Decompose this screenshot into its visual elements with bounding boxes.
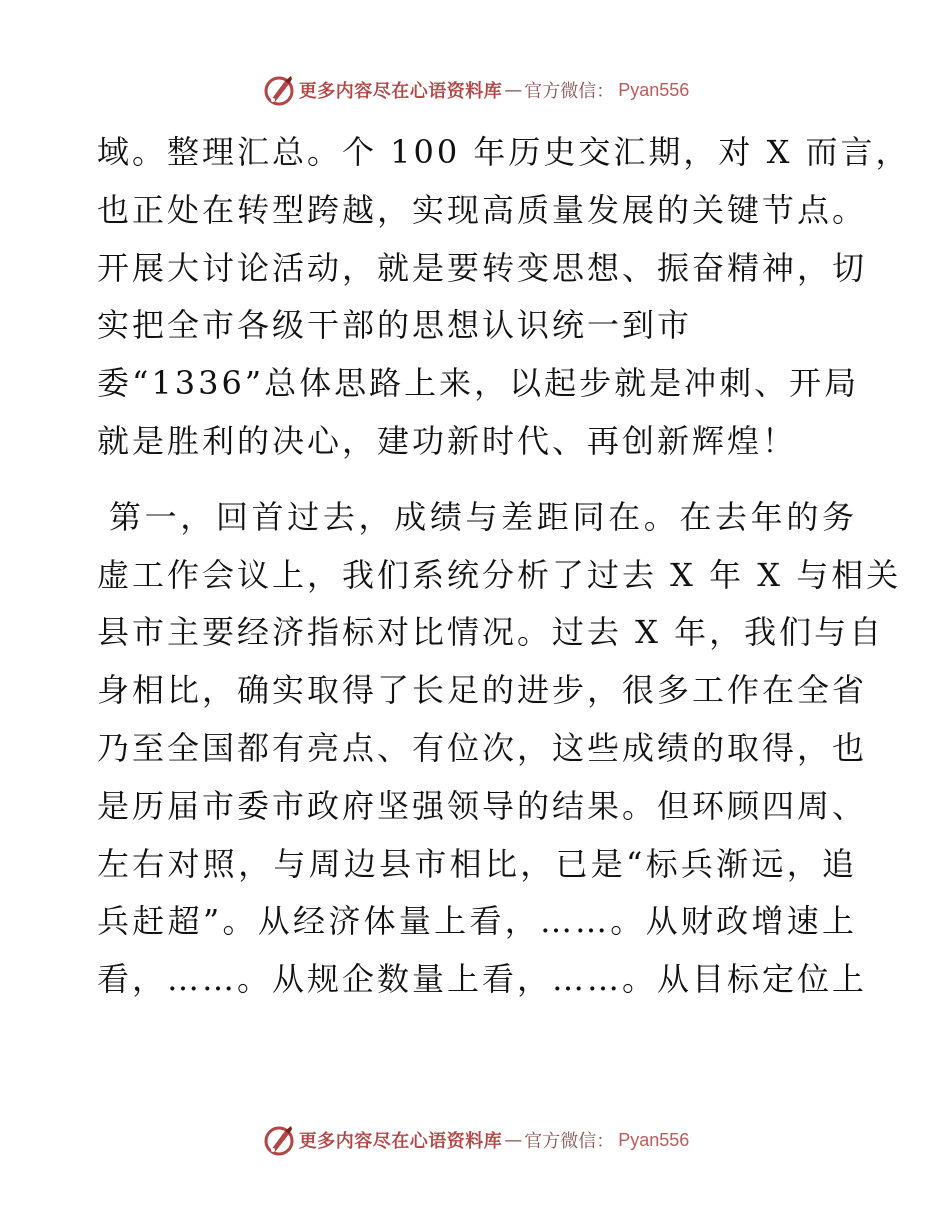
- watermark-wechat-id: Pyan556: [618, 1129, 690, 1150]
- header-watermark: [0, 70, 950, 110]
- text-line: 域。整理汇总。个 100 年历史交汇期，对 X 而言，: [97, 133, 911, 171]
- watermark-wechat-id: Pyan556: [618, 79, 690, 100]
- paragraph-2: [97, 489, 902, 1009]
- watermark-wechat-label: 官方微信：: [524, 1131, 615, 1152]
- quill-pen-logo-icon: [261, 72, 297, 108]
- text-line: 兵赶超”。从经济体量上看，……。从财政增速上: [97, 902, 857, 941]
- text-line: 县市主要经济指标对比情况。过去 X 年，我们与自: [97, 613, 885, 652]
- text-line: 就是胜利的决心，建功新时代、再创新辉煌！: [97, 421, 798, 460]
- text-line: 是历届市委市政府坚强领导的结果。但环顾四周、: [97, 786, 868, 825]
- text-line: 虚工作会议上，我们系统分析了过去 X 年 X 与相关: [97, 555, 902, 594]
- document-body: [97, 124, 911, 1009]
- watermark-separator: —: [504, 79, 523, 101]
- text-line: 也正处在转型跨越，实现高质量发展的关键节点。: [97, 190, 868, 229]
- text-line: 委“1336”总体思路上来，以起步就是冲刺、开局: [97, 364, 860, 403]
- text-line: 开展大讨论活动，就是要转变思想、振奋精神，切: [97, 248, 868, 287]
- text-line: 乃至全国都有亮点、有位次，这些成绩的取得，也: [97, 728, 868, 767]
- text-line: 实把全市各级干部的思想认识统一到市: [97, 306, 693, 345]
- watermark-wechat-label: 官方微信：: [524, 81, 615, 102]
- paragraph-1: [97, 124, 911, 471]
- footer-watermark: [0, 1120, 950, 1160]
- text-line: 左右对照，与周边县市相比，已是“标兵渐远，追: [97, 844, 857, 883]
- quill-pen-logo-icon: [261, 1122, 297, 1158]
- text-line: 第一，回首过去，成绩与差距同在。在去年的务: [109, 497, 857, 536]
- watermark-separator: —: [504, 1129, 523, 1151]
- watermark-main-text: 更多内容尽在心语资料库: [298, 81, 503, 102]
- text-line: 看，……。从规企数量上看，……。从目标定位上: [97, 960, 868, 999]
- watermark-main-text: 更多内容尽在心语资料库: [298, 1131, 503, 1152]
- text-line: 身相比，确实取得了长足的进步，很多工作在全省: [97, 671, 868, 710]
